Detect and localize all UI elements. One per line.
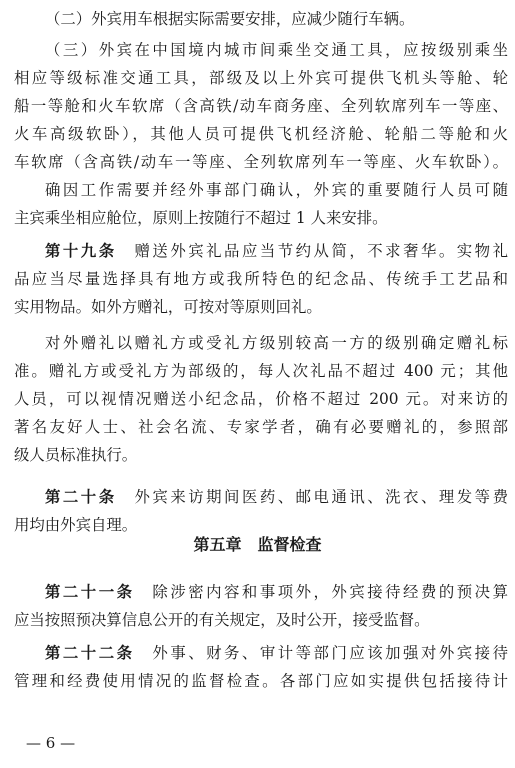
text-line: 确因工作需要并经外事部门确认，外宾的重要随行人员可随 [45,181,508,199]
paragraph-accompanying-staff [0,176,515,232]
text-line: 相应等级标准交通工具，部级及以上外宾可提供飞机头等舱、轮 [14,69,508,87]
text-line: （三）外宾在中国境内城市间乘坐交通工具，应按级别乘坐 [45,41,508,59]
text-line: 船一等舱和火车软席（含高铁/动车商务座、全列软席列车一等座、 [14,97,508,115]
text-line: 火车高级软卧），其他人员可提供飞机经济舱、轮船二等舱和火 [14,125,508,143]
article-text: 外宾来访期间医药、邮电通讯、洗衣、理发等费 [134,488,508,506]
paragraph-transport-standards [0,36,515,176]
text-line: 品应当尽量选择具有地方或我所特色的纪念品、传统手工艺品和 [14,270,508,288]
article-text: 外事、财务、审计等部门应该加强对外宾接待 [152,644,508,662]
text-line [0,578,508,606]
paragraph-gift-standards [0,329,515,469]
text-line: （二）外宾用车根据实际需要安排，应减少随行车辆。 [45,10,415,28]
article-text: 除涉密内容和事项外，外宾接待经费的预决算 [152,583,508,601]
paragraph-vehicle-arrangement [0,5,515,33]
page-number: — 6 — [26,734,76,752]
text-line: 著名友好人士、社会名流、专家学者，确有必要赠礼的，参照部 [14,418,508,436]
article-19 [0,237,515,321]
text-line: 对外赠礼以赠礼方或受礼方级别较高一方的级别确定赠礼标 [45,334,508,352]
text-line [0,237,508,265]
text-line: 主宾乘坐相应舱位，原则上按随行不超过 1 人来安排。 [14,209,388,227]
text-line: 人员，可以视情况赠送小纪念品，价格不超过 200 元。对来访的 [14,390,508,408]
article-text: 赠送外宾礼品应当节约从简，不求奢华。实物礼 [134,242,508,260]
article-label: 第十九条 [45,242,117,260]
chapter-heading: 第五章 监督检查 [193,535,322,554]
text-line: 实用物品。如外方赠礼，可按对等原则回礼。 [14,298,322,316]
text-line: 准。赠礼方或受礼方为部级的，每人次礼品不超过 400 元；其他 [14,362,508,380]
text-line: 级人员标准执行。 [14,446,138,464]
article-label: 第二十一条 [45,583,135,601]
article-label: 第二十条 [45,488,117,506]
text-line [0,639,508,667]
text-line: 管理和经费使用情况的监督检查。各部门应如实提供包括接待计 [14,672,508,690]
text-line: 车软席（含高铁/动车一等座、全列软席列车一等座、火车软卧）。 [14,153,508,171]
article-21 [0,578,515,634]
text-line [0,483,508,511]
article-22 [0,639,515,695]
article-label: 第二十二条 [45,644,135,662]
text-line: 应当按照预决算信息公开的有关规定，及时公开，接受监督。 [14,611,430,629]
text-line: 用均由外宾自理。 [14,516,138,534]
